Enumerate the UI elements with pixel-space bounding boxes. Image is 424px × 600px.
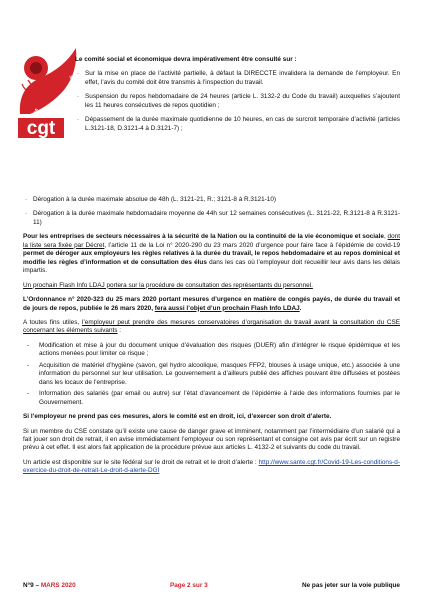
article-paragraph: Un article est disponible sur le site fédéral sur le droit de retrait et le droit d’alerte : http://www.sante.cgt.fr/Covid-19-Les-conditions-d-exercice-du-droit-de-retrait-Le-droit-d-alerte-DGI — [23, 458, 400, 475]
item-duree-moyenne: · Dérogation à la durée maximale hebdomadaire moyenne de 44h sur 12 semaines consécutives (L. 3121-22, R.3121-8 à R.3121-11) — [23, 210, 400, 227]
item-duree-quotidienne: · Dépassement de la durée maximale quotidienne de 10 heures, en cas de surcroit temporaire d’activité (articles L.3121-18, D.3121-4 à D.3121-7) ; — [75, 116, 400, 133]
list-item: - Acquisition de matériel d’hygiène (savon, gel hydro alcoolique, masques FFP2, blouses à usage unique, etc.) associée à une information du personnel sur leur utilisation. Le gouvernement a d’ailleurs publié des affiches pouvant être diffusées et postées dans les locaux de l’entreprise. — [23, 362, 400, 387]
list-item: - Information des salariés (par email ou autre) sur l’état d’avancement de l’épidémie à l’aide des informations fournies par le Gouvernement. — [23, 390, 400, 407]
sante-cgt-link[interactable]: http://www.sante.cgt.fr/Covid-19-Les-conditions-d-exercice-du-droit-de-retrait-Le-droit-d-alerte-DGI — [23, 458, 400, 475]
paragraph-secteurs: Pour les entreprises de secteurs nécessaires à la sécurité de la Nation ou la continuité de la vie économique et sociale, dont la liste sera fixée par Décret, l’article 11 de la Loi n° 2020-290 du 23 mars 2020 d’urgence pour faire face à l’épidémie de covid-19 permet de déroger aux employeurs les règles relatives à la durée du travail, le repos hebdomadaire et au repos dominical et modifie les règles d’information et de consultation des élus dans les cas où l’employeur doit recueillir leur avis dans les délais impartis. — [23, 233, 400, 275]
danger-grave-paragraph: Si un membre du CSE constate qu’il existe une cause de danger grave et imminent, notamment par l’intermédiaire d’un salarié qui a fait jouer son droit de retrait, il en avise immédiatement l’employeur ou son représentant et consigne cet avis par écrit sur un registre prévu à cet effet. Il est alors fait application de la procédure prévue aux articles L. 4132-2 et suivants du code du travail. — [23, 427, 400, 452]
droit-alerte-statement: Si l’employeur ne prend pas ces mesures, alors le comité est en droit, ici, d’exercer son droit d’alerte. — [23, 413, 332, 421]
logo-arc-text: SANTÉ ACTION SOCIALE — [33, 74, 77, 116]
issue-number: N°9 – MARS 2020 — [23, 582, 76, 589]
mesures-conservatoires-intro: A toutes fins utiles, l’employeur peut prendre des mesures conservatoires d’organisation du travail avant la consultation du CSE concernant les éléments suivants : — [23, 318, 401, 335]
item-repos-hebdo: · Suspension du repos hebdomadaire de 24 heures (article L. 3132-2 du Code du travail) auxquelles s’ajoutent les 11 heures consécutives de repos quotidien ; — [75, 93, 400, 110]
main-content — [23, 196, 400, 482]
consultation-block — [75, 56, 400, 139]
logo-cgt-text: cgt — [26, 118, 56, 139]
page-footer — [23, 582, 400, 590]
item-duree-absolue: · Dérogation à la durée maximale absolue de 48h (L. 3121-21, R.; 3121-8 à R.3121-10) — [23, 196, 400, 204]
flash-info-consultation: Un prochain Flash Info LDAJ portera sur la procédure de consultation des représentants du personnel. — [23, 281, 313, 289]
list-item: - Modification et mise à jour du document unique d’évaluation des risques (DUER) afin d’intégrer le risque épidémique et les actions menées pour limiter ce risque ; — [23, 342, 400, 359]
footer-note: Ne pas jeter sur la voie publique — [301, 582, 400, 589]
page-number: Page 2 sur 3 — [169, 582, 208, 589]
consultation-intro: Le comité social et économique devra impérativement être consulté sur : — [75, 56, 297, 63]
item-activite-partielle: · Sur la mise en place de l’activité partielle, à défaut la DIRECCTE invalidera la demande de l’employeur. En effet, l’avis du comité doit être transmis à l’inspection du travail. — [75, 70, 400, 87]
ordonnance-paragraph: L’Ordonnance n° 2020-323 du 25 mars 2020 portant mesures d’urgence en matière de congés payés, de durée du travail et de jours de repos, publiée le 26 mars 2020, fera aussi l’objet d’un prochain Flash Info LDAJ. — [23, 296, 400, 312]
mesures-list — [23, 342, 400, 407]
